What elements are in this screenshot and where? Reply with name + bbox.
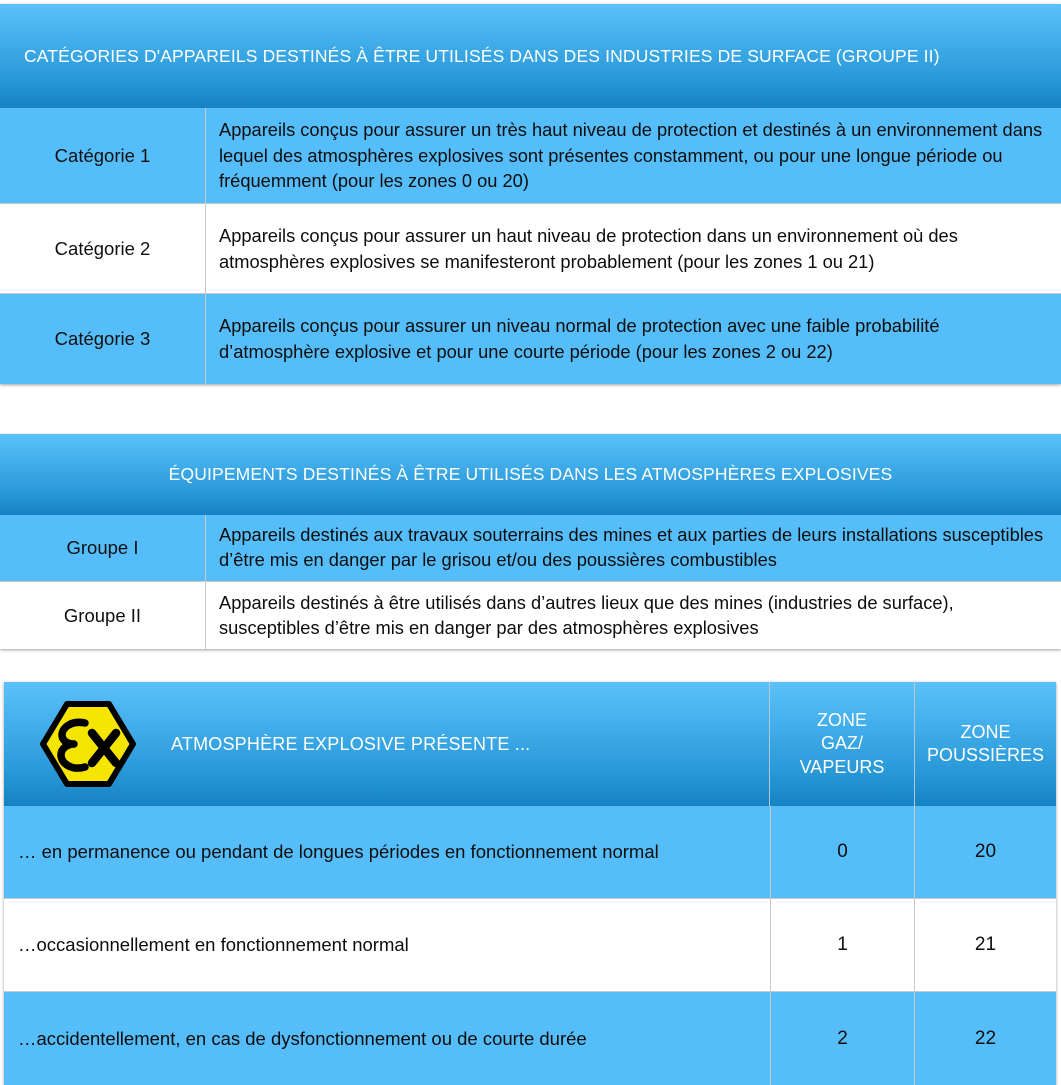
category-label: Catégorie 3 — [0, 294, 206, 384]
groups-table-header — [0, 434, 1061, 515]
zones-table-title: ATMOSPHÈRE EXPLOSIVE PRÉSENTE ... — [171, 733, 531, 754]
table-row — [4, 899, 1056, 992]
group-label: Groupe II — [0, 582, 206, 649]
category-description: Appareils conçus pour assurer un très haut niveau de protection et destinés à un environnement dans lequel des atmosphères explosives sont présentes constamment, ou pour une longue période ou fréquemment (pour les zones 0 ou 20) — [219, 118, 1043, 192]
zone-description: …occasionnellement en fonctionnement normal — [4, 899, 771, 991]
zones-table-header — [4, 682, 1056, 806]
zone-dust-value: 22 — [974, 1027, 997, 1049]
table-row — [4, 806, 1056, 899]
atex-ex-hexagon-icon — [40, 701, 136, 787]
table-row — [0, 204, 1061, 294]
zone-dust-value: 21 — [974, 934, 997, 955]
zone-dust-column-header — [915, 682, 1056, 806]
groups-table-title: ÉQUIPEMENTS DESTINÉS À ÊTRE UTILISÉS DANS LES ATMOSPHÈRES EXPLOSIVES — [168, 464, 893, 484]
zone-gas-value: 2 — [771, 992, 915, 1085]
categories-table-title: CATÉGORIES D'APPAREILS DESTINÉS À ÊTRE UTILISÉS DANS DES INDUSTRIES DE SURFACE (GROUPE II) — [24, 45, 940, 66]
atex-logo-cell — [4, 682, 171, 806]
zones-table-title-cell — [171, 682, 770, 806]
table-row — [0, 582, 1061, 649]
zone-gas-header-line-1: ZONE — [816, 709, 867, 730]
group-description: Appareils destinés à être utilisés dans d’autres lieux que des mines (industries de surface), susceptibles d’être mis en danger par des atmosphères explosives — [219, 591, 954, 638]
zone-gas-header-line-3: VAPEURS — [799, 756, 885, 777]
groups-table — [0, 434, 1061, 649]
group-description: Appareils destinés aux travaux souterrains des mines et aux parties de leurs installations susceptibles d’être mis en danger par le grisou et/ou des poussières combustibles — [219, 524, 1044, 570]
category-label: Catégorie 2 — [0, 204, 206, 293]
categories-table — [0, 4, 1061, 384]
categories-table-header — [0, 4, 1061, 108]
category-description: Appareils conçus pour assurer un niveau normal de protection avec une faible probabilité d’atmosphère explosive et pour une courte période (pour les zones 2 ou 22) — [219, 315, 940, 362]
zone-dust-value: 20 — [974, 841, 997, 862]
group-label: Groupe I — [0, 515, 206, 581]
table-row — [0, 294, 1061, 384]
zone-gas-value: 0 — [771, 806, 915, 898]
table-row — [0, 108, 1061, 204]
zone-gas-header-line-2: GAZ/ — [820, 733, 863, 754]
zone-dust-header-line-1: ZONE — [960, 721, 1011, 742]
zone-description: …accidentellement, en cas de dysfonctionnement ou de courte durée — [4, 992, 771, 1085]
zone-gas-value: 1 — [771, 899, 915, 991]
zones-table — [4, 682, 1056, 1085]
zone-dust-header-line-2: POUSSIÈRES — [926, 745, 1045, 765]
table-row — [0, 515, 1061, 582]
zone-description: … en permanence ou pendant de longues périodes en fonctionnement normal — [4, 806, 771, 898]
category-label: Catégorie 1 — [0, 108, 206, 203]
table-row — [4, 992, 1056, 1085]
category-description: Appareils conçus pour assurer un haut niveau de protection dans un environnement où des atmosphères explosives se manifesteront probablement (pour les zones 1 ou 21) — [219, 224, 958, 272]
zone-gas-column-header — [770, 682, 915, 806]
